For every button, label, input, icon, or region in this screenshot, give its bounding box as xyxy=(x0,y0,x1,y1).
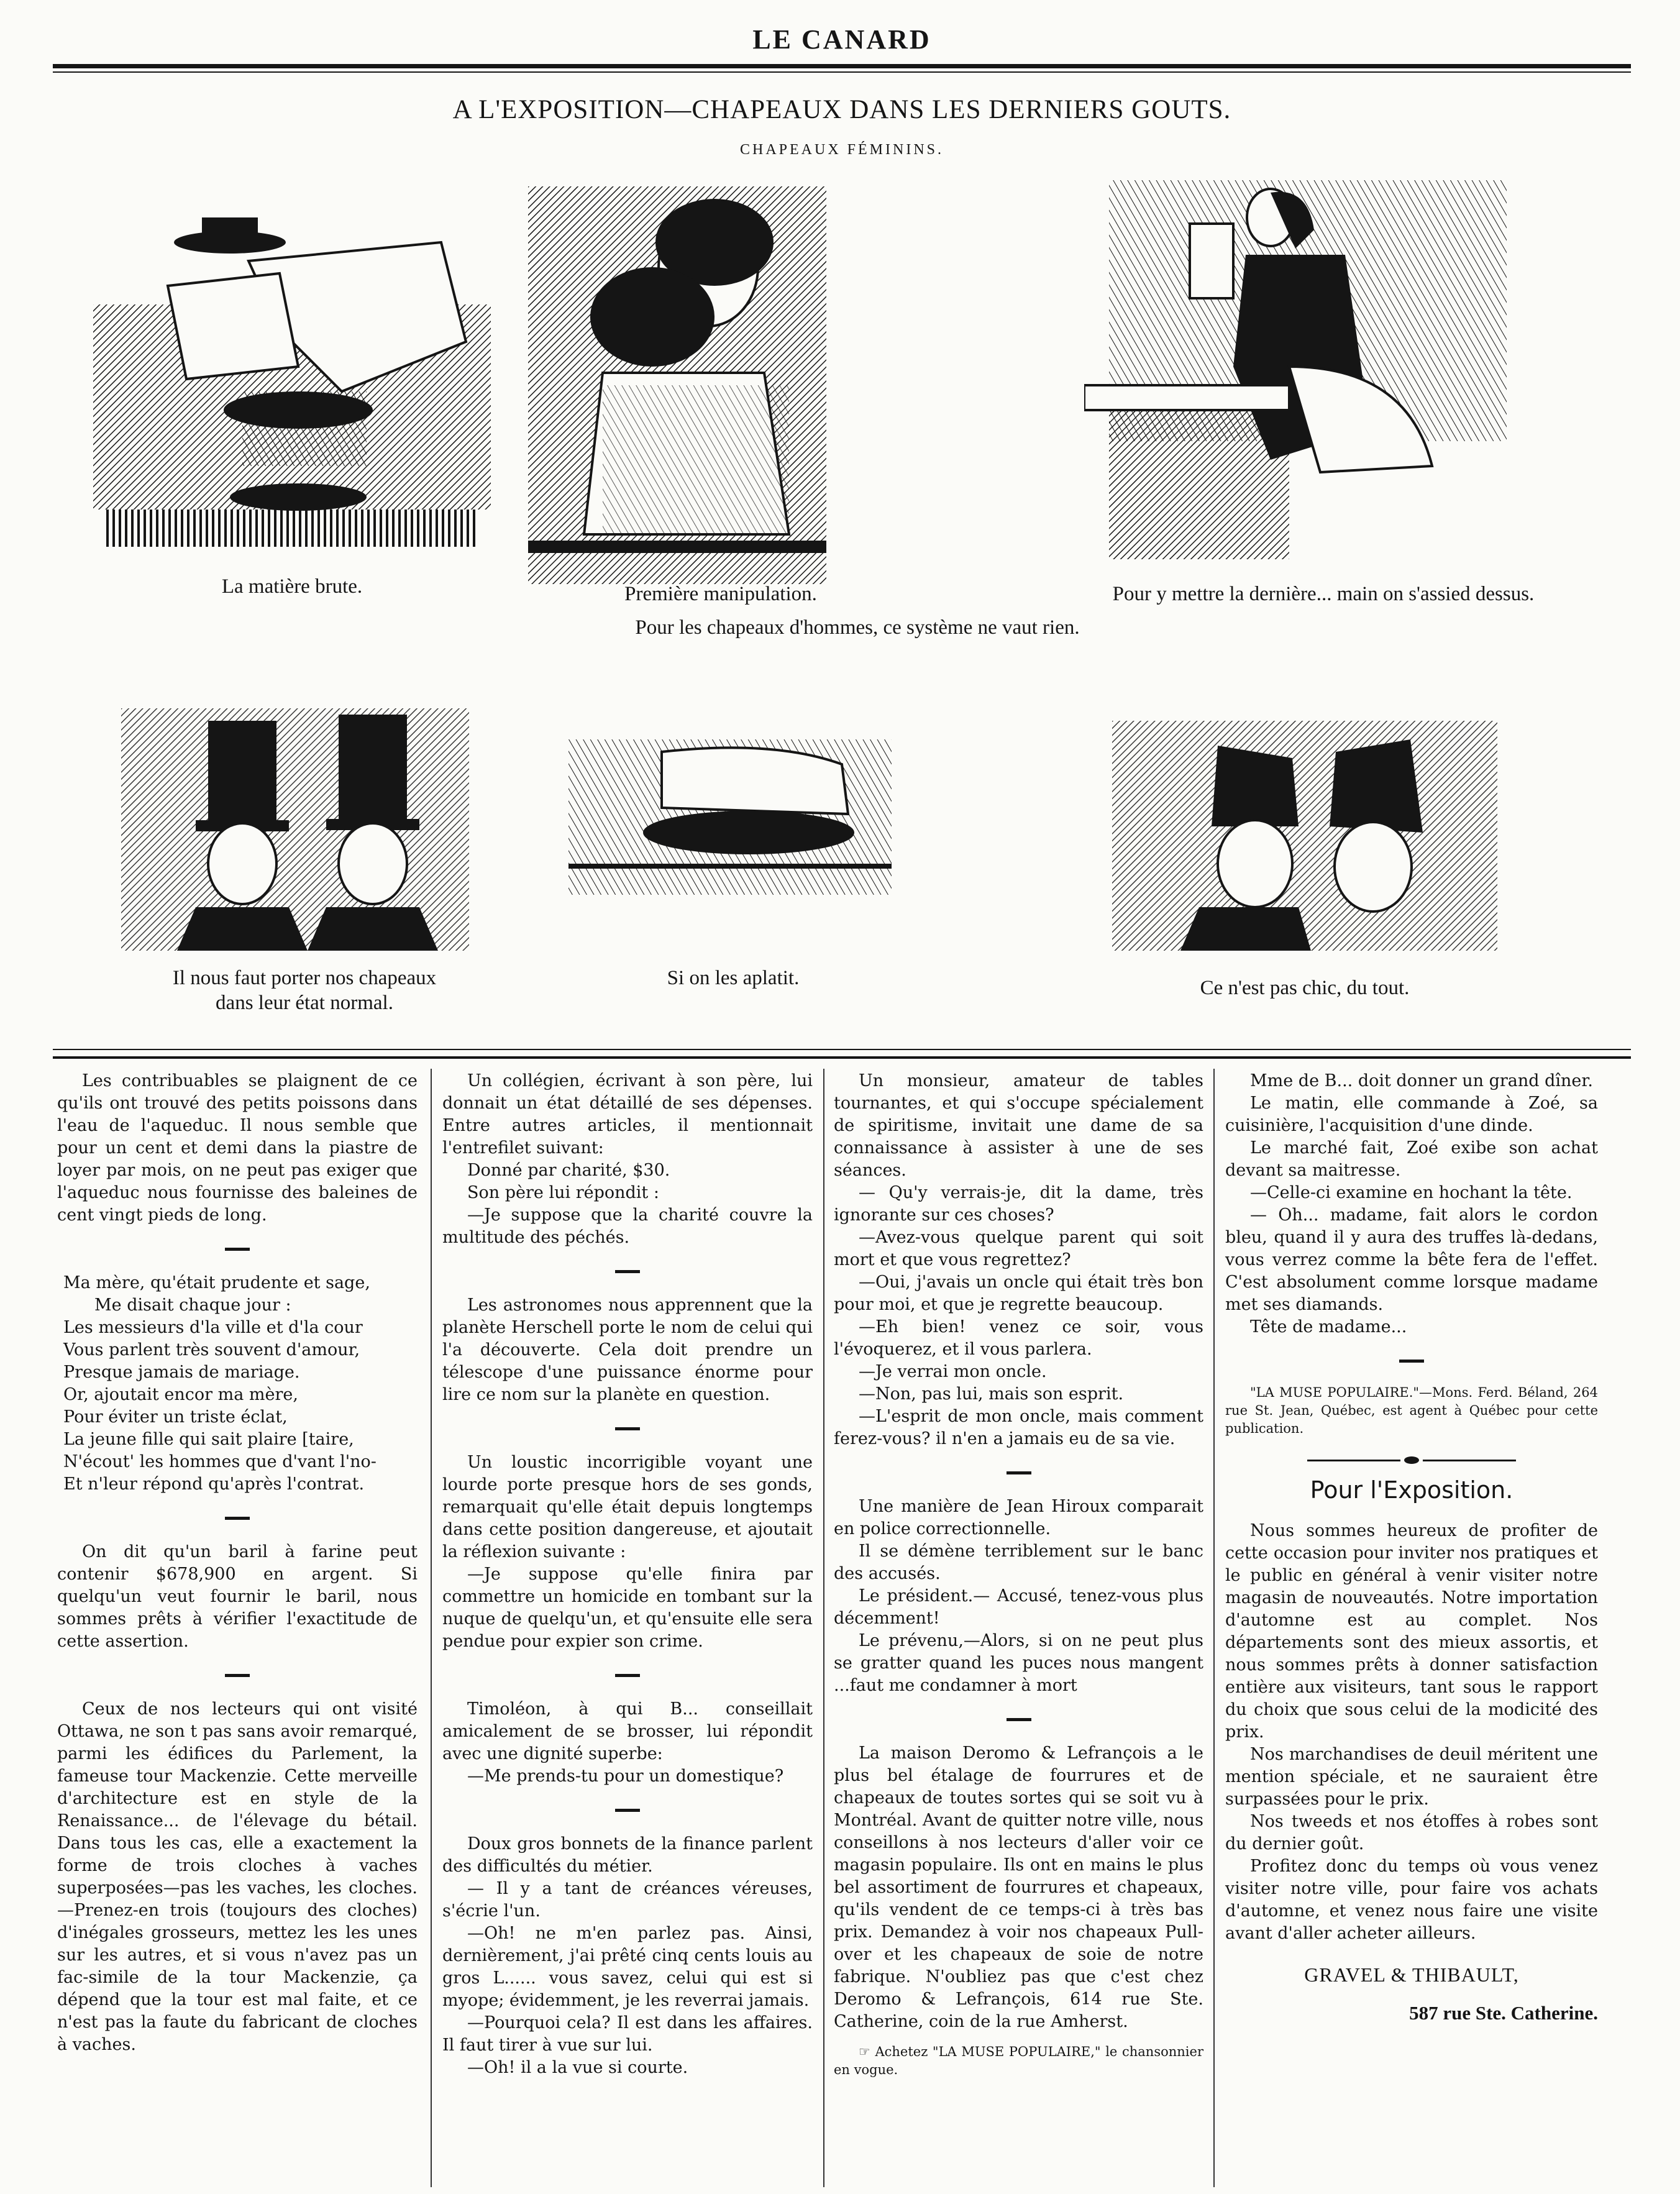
caption-raw-material: La matière brute. xyxy=(221,575,363,598)
column-divider xyxy=(823,1069,824,2187)
paragraph: Mme de B... doit donner un grand dîner. xyxy=(1250,1071,1593,1090)
poem-line: Pour éviter un triste éclat, xyxy=(63,1407,288,1427)
page-subtitle: CHAPEAUX FÉMININS. xyxy=(739,142,944,158)
top-rule-thin xyxy=(53,71,1631,73)
paragraph: —Je suppose que la charité couvre la multitude des péchés. xyxy=(442,1205,813,1247)
poem xyxy=(57,1272,418,1496)
paragraph: Donné par charité, $30. xyxy=(467,1161,670,1180)
paragraph: Le président.— Accusé, tenez-vous plus décemment! xyxy=(834,1586,1203,1628)
paragraph: Les astronomes nous apprennent que la planète Herschell porte le nom de celui qui l'a découverte. Cela doit prendre un télescope d'une puissance énorme pour lire ce nom sur la planète en question. xyxy=(442,1296,813,1404)
separator xyxy=(225,1674,250,1677)
paragraph: —Eh bien! venez ce soir, vous l'évoquerez, et il vous parlera. xyxy=(834,1317,1203,1359)
paragraph: Le prévenu,—Alors, si on ne peut plus se gratter quand les puces nous mangent ...faut me condamner à mort xyxy=(834,1631,1203,1695)
caption-mens-hats: Pour les chapeaux d'hommes, ce système ne vaut rien. xyxy=(635,616,1080,639)
separator xyxy=(615,1674,640,1677)
column-divider xyxy=(1213,1069,1215,2187)
illustration-first-manipulation xyxy=(528,186,826,584)
poem-line: Presque jamais de mariage. xyxy=(63,1363,300,1382)
paragraph: —Oh! ne m'en parlez pas. Ainsi, dernièrement, j'ai prêté cinq cents louis au gros L...... vous savez, celui qui est si myope; évidemment, je les reverrai jamais. xyxy=(442,1924,813,2010)
poem-line: Les messieurs d'la ville et d'la cour xyxy=(63,1318,363,1337)
paragraph: — Il y a tant de créances véreuses, s'écrie l'un. xyxy=(442,1879,813,1921)
paragraph: Un loustic incorrigible voyant une lourde porte presque hors de ses gonds, remarquait qu'elle était depuis longtemps dans cette position dangereuse, et ajoutait la réflexion suivante : xyxy=(442,1453,813,1561)
columns-rule-top-thick xyxy=(53,1056,1631,1059)
separator xyxy=(615,1270,640,1273)
column-1 xyxy=(57,1070,418,2056)
separator xyxy=(225,1248,250,1251)
ornament-divider xyxy=(1225,1456,1598,1464)
separator xyxy=(1007,1718,1031,1721)
column-2 xyxy=(442,1070,813,2079)
separator xyxy=(615,1427,640,1430)
column-divider xyxy=(431,1069,432,2187)
illustration-flattened-hat xyxy=(568,739,892,895)
paragraph: —Avez-vous quelque parent qui soit mort et que vous regrettez? xyxy=(834,1228,1203,1269)
poem-line: Vous parlent très souvent d'amour, xyxy=(63,1340,360,1360)
paragraph: —Me prends-tu pour un domestique? xyxy=(467,1767,784,1786)
paragraph: Profitez donc du temps où vous venez visiter notre ville, pour faire vos achats d'automne, et venez nous faire une visite avant d'aller acheter ailleurs. xyxy=(1225,1857,1598,1943)
paragraph: —Celle-ci examine en hochant la tête. xyxy=(1250,1183,1573,1202)
separator xyxy=(1399,1360,1424,1363)
paragraph: On dit qu'un baril à farine peut contenir $678,900 en argent. Si quelqu'un veut fournir le baril, nous sommes prêts à vérifier l'exactitude de cette assertion. xyxy=(57,1542,418,1651)
illustration-raw-material xyxy=(93,205,491,553)
illustration-crushed-hats xyxy=(1112,721,1497,951)
advert-signature: GRAVEL & THIBAULT, xyxy=(1304,1963,1519,1986)
caption-flattened: Si on les aplatit. xyxy=(667,967,800,989)
paragraph: —Oh! il a la vue si courte. xyxy=(467,2058,688,2077)
paragraph: Tête de madame... xyxy=(1250,1317,1407,1337)
top-rule xyxy=(53,64,1631,68)
paragraph: Une manière de Jean Hiroux comparait en police correctionnelle. xyxy=(834,1497,1203,1538)
poem-line: Or, ajoutait encor ma mère, xyxy=(63,1385,298,1404)
paragraph: Son père lui répondit : xyxy=(467,1183,659,1202)
paragraph: —L'esprit de mon oncle, mais comment ferez-vous? il n'en a jamais eu de sa vie. xyxy=(834,1407,1203,1448)
caption-top-hats-line1: Il nous faut porter nos chapeaux xyxy=(172,967,437,989)
poem-line: Me disait chaque jour : xyxy=(94,1296,291,1315)
advert-address: 587 rue Ste. Catherine. xyxy=(1409,2002,1598,2024)
paragraph: Les contribuables se plaignent de ce qu'ils ont trouvé des petits poissons dans l'eau de l'aqueduc. Il nous semble que pour un cent et demi dans la piastre de loyer par mois, on ne peut pas exiger que l'aqueduc nous fournisse des baleines de cent vingt pieds de long. xyxy=(57,1071,418,1225)
illustration-top-hats xyxy=(121,708,469,951)
caption-top-hats-line2: dans leur état normal. xyxy=(216,992,393,1014)
advert-note: ☞ Achetez "LA MUSE POPULAIRE," le chansonnier en vogue. xyxy=(834,2044,1203,2077)
poem-line: Ma mère, qu'était prudente et sage, xyxy=(63,1273,370,1292)
paragraph: Un monsieur, amateur de tables tournantes, et qui s'occupe spécialement de spiritisme, invitait une dame de sa connaissance à assister à une de ses séances. xyxy=(834,1071,1203,1180)
paragraph: —Je suppose qu'elle finira par commettre un homicide en tombant sur la nuque de quelqu'un, et qu'ensuite elle sera pendue pour expier son crime. xyxy=(442,1565,813,1651)
caption-sitting: Pour y mettre la dernière... main on s'assied dessus. xyxy=(1112,583,1535,605)
paragraph: —Je verrai mon oncle. xyxy=(859,1362,1047,1381)
paragraph: Le marché fait, Zoé exibe son achat devant sa maitresse. xyxy=(1225,1138,1598,1180)
column-3 xyxy=(834,1070,1203,2079)
paragraph: Nos marchandises de deuil méritent une mention spéciale, et ne sauraient être surpassées pour le prix. xyxy=(1225,1745,1598,1809)
illustration-sitting xyxy=(1084,180,1513,565)
caption-crushed: Ce n'est pas chic, du tout. xyxy=(1200,977,1410,999)
paragraph: —Non, pas lui, mais son esprit. xyxy=(859,1384,1124,1404)
paragraph: — Qu'y verrais-je, dit la dame, très ignorante sur ces choses? xyxy=(834,1183,1203,1225)
paragraph: Nous sommes heureux de profiter de cette occasion pour inviter nos pratiques et le public en général à venir visiter notre magasin de nouveautés. Notre importation d'automne est au complet. Nos départements sont des mieux assortis, et nous sommes prêts à donner satisfaction entière aux visiteurs, tant sous le rapport du choix que sous celui de la modicité des prix. xyxy=(1225,1521,1598,1742)
separator xyxy=(225,1517,250,1520)
caption-top-hats xyxy=(130,966,478,1015)
separator xyxy=(615,1809,640,1812)
column-4 xyxy=(1225,1070,1598,2024)
paragraph: Ceux de nos lecteurs qui ont visité Ottawa, ne son t pas sans avoir remarqué, parmi les édifices du Parlement, la fameuse tour Mackenzie. Cette merveille d'architecture est en style de la Renaissance... de l'élevage du bétail. Dans tous les cas, elle a exactement la forme de trois cloches à vaches superposées—pas les vaches, les cloches.—Prenez-en trois (toujours des cloches) d'inégales grosseurs, mettez les les unes sur les autres, et si vous n'avez pas un fac-simile de la tour Mackenzie, ça dépend que la tour est mal faite, et ce n'est pas la faute du fabricant de cloches à vaches. xyxy=(57,1699,418,2054)
paragraph: —Oui, j'avais un oncle qui était très bon pour moi, et que je regrette beaucoup. xyxy=(834,1273,1203,1314)
paragraph: Doux gros bonnets de la finance parlent des difficultés du métier. xyxy=(442,1834,813,1876)
paragraph: Nos tweeds et nos étoffes à robes sont du dernier goût. xyxy=(1225,1812,1598,1853)
paragraph: —Pourquoi cela? Il est dans les affaires. Il faut tirer à vue sur lui. xyxy=(442,2013,813,2055)
masthead: LE CANARD xyxy=(752,24,931,55)
poem-line: La jeune fille qui sait plaire [taire, xyxy=(63,1430,354,1449)
paragraph: Timoléon, à qui B... conseillait amicalement de se brosser, lui répondit avec une dignité superbe: xyxy=(442,1699,813,1763)
poem-line: Et n'leur répond qu'après l'contrat. xyxy=(63,1474,365,1494)
paragraph: Le matin, elle commande à Zoé, sa cuisinière, l'acquisition d'une dinde. xyxy=(1225,1094,1598,1135)
columns-rule-top xyxy=(53,1049,1631,1050)
page-title: A L'EXPOSITION—CHAPEAUX DANS LES DERNIERS GOUTS. xyxy=(452,95,1231,124)
agent-note: "LA MUSE POPULAIRE."—Mons. Ferd. Béland, 264 rue St. Jean, Québec, est agent à Québec pour cette publication. xyxy=(1225,1385,1598,1436)
advert-title: Pour l'Exposition. xyxy=(1310,1476,1513,1504)
paragraph: — Oh... madame, fait alors le cordon bleu, quand il y aura des truffes là-dedans, vous verrez comme la bête fera de l'effet. C'est absolument comme lorsque madame met ses diamands. xyxy=(1225,1205,1598,1314)
caption-first-manipulation: Première manipulation. xyxy=(624,583,817,605)
paragraph: Il se démène terriblement sur le banc des accusés. xyxy=(834,1542,1203,1583)
poem-line: N'écout' les hommes que d'vant l'no- xyxy=(63,1452,377,1471)
paragraph: La maison Deromo & Lefrançois a le plus bel étalage de fourrures et de chapeaux de toutes sortes qui se soit vu à Montréal. Avant de quitter notre ville, nous conseillons à nos lecteurs d'aller voir ce magasin populaire. Ils ont en mains le plus bel assortiment de fourrures et chapeaux, qu'ils vendent de ce temps-ci à très bas prix. Demandez à voir nos chapeaux Pull-over et les chapeaux de soie de notre fabrique. N'oubliez pas que c'est chez Deromo & Lefrançois, 614 rue Ste. Catherine, coin de la rue Amherst. xyxy=(834,1744,1203,2031)
separator xyxy=(1007,1471,1031,1474)
paragraph: Un collégien, écrivant à son père, lui donnait un état détaillé de ses dépenses. Entre autres articles, il mentionnait l'entrefilet suivant: xyxy=(442,1071,813,1158)
